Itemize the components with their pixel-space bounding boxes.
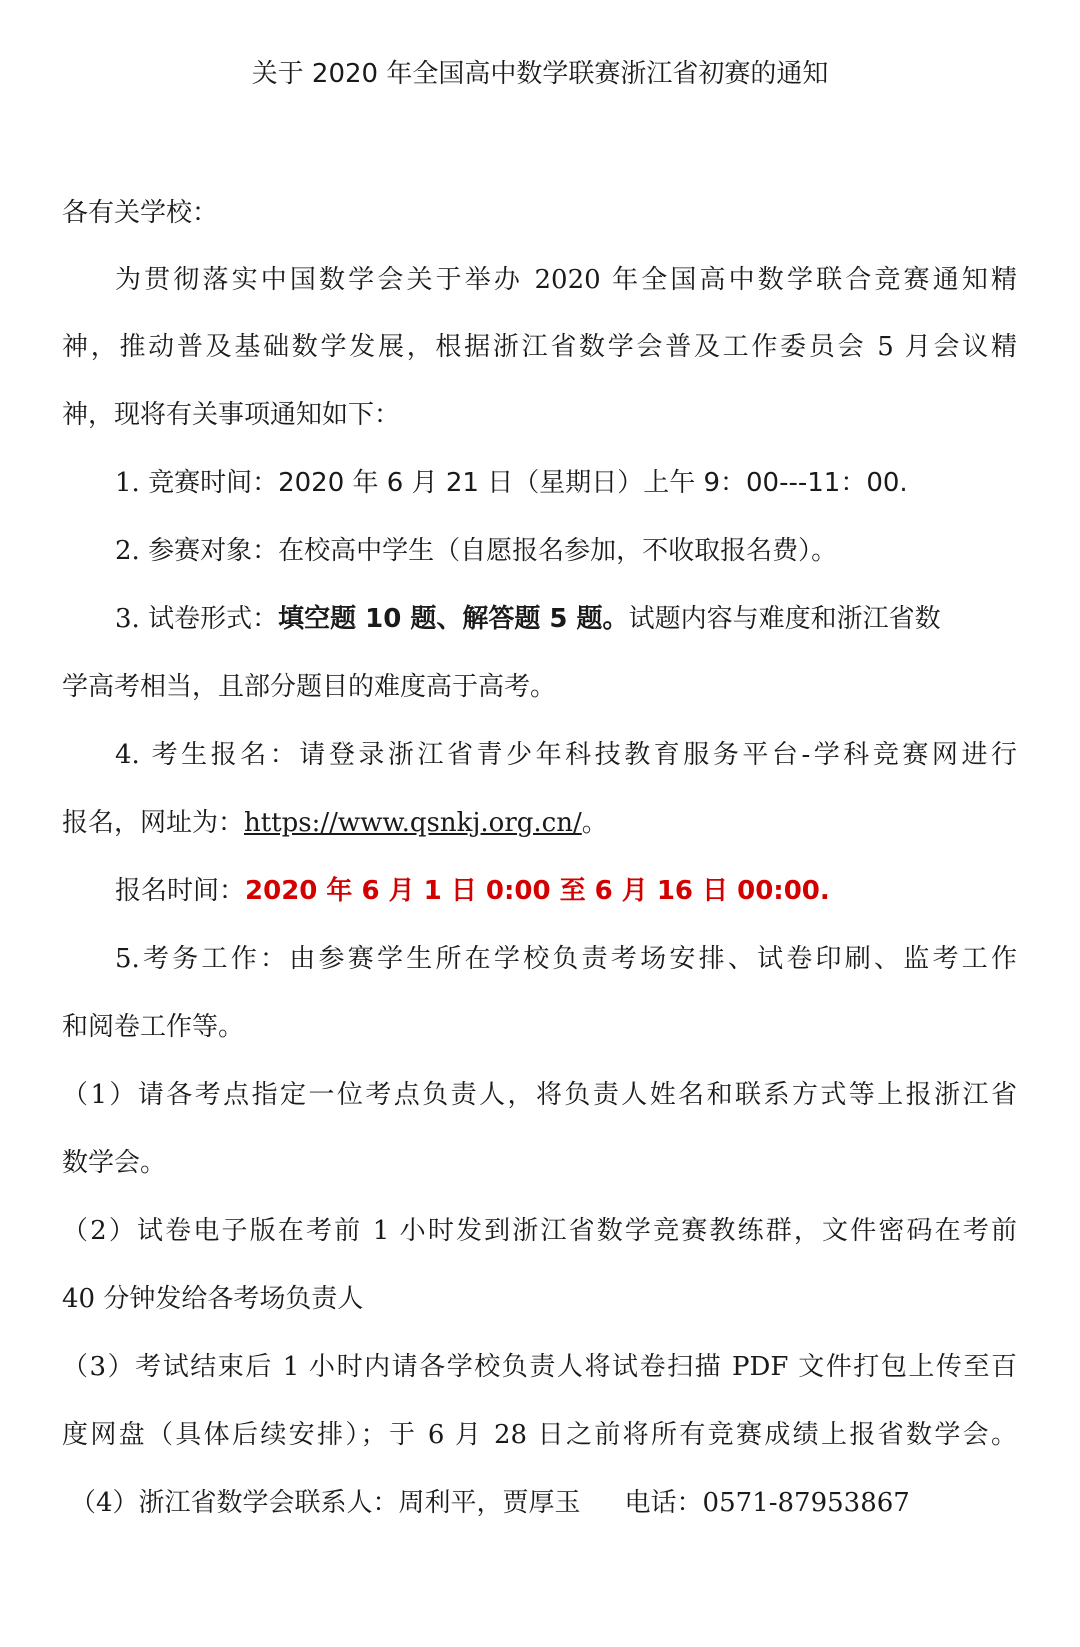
item-4-prefix: 报名，网址为：: [62, 808, 245, 838]
item-4-line-1: 4. 考生报名：请登录浙江省青少年科技教育服务平台-学科竞赛网进行: [115, 740, 1017, 770]
notice-title: 关于 2020 年全国高中数学联赛浙江省初赛的通知: [251, 59, 829, 89]
intro-line-1: 为贯彻落实中国数学会关于举办 2020 年全国高中数学联合竞赛通知精: [115, 265, 1017, 295]
item-1-label: 1. 竞赛时间：: [115, 468, 279, 498]
registration-url-link[interactable]: https://www.qsnkj.org.cn/: [244, 808, 582, 838]
sub-1-line-2: 数学会。: [62, 1148, 167, 1178]
intro-line-2: 神，推动普及基础数学发展，根据浙江省数学会普及工作委员会 5 月会议精: [62, 332, 1017, 362]
sub-1-line-1: （1）请各考点指定一位考点负责人，将负责人姓名和联系方式等上报浙江省: [62, 1080, 1017, 1110]
registration-time-label: 报名时间：: [115, 876, 246, 906]
contact-persons: （4）浙江省数学会联系人：周利平，贾厚玉: [70, 1488, 581, 1518]
item-1: [115, 466, 908, 500]
item-3-line-2: 学高考相当，且部分题目的难度高于高考。: [62, 672, 557, 702]
intro-line-3: 神，现将有关事项通知如下：: [62, 400, 401, 430]
registration-time: [115, 874, 830, 908]
registration-time-value: 2020 年 6 月 1 日 0:00 至 6 月 16 日 00:00.: [245, 876, 830, 906]
item-3-label: 3. 试卷形式：: [115, 604, 279, 634]
item-4-line-2: [62, 806, 608, 840]
sub-3-line-2: 度网盘（具体后续安排）；于 6 月 28 日之前将所有竞赛成绩上报省数学会。: [62, 1420, 1017, 1450]
sub-2-line-1: （2）试卷电子版在考前 1 小时发到浙江省数学竞赛教练群，文件密码在考前: [62, 1216, 1017, 1246]
item-3-format-bold: 填空题 10 题、解答题 5 题。: [278, 604, 629, 634]
item-1-value: 2020 年 6 月 21 日（星期日）上午 9：00---11：00.: [278, 468, 908, 498]
item-4-suffix: 。: [581, 808, 608, 838]
sub-4: [70, 1486, 910, 1520]
item-3: [115, 602, 941, 636]
item-2: 2. 参赛对象：在校高中学生（自愿报名参加，不收取报名费）。: [115, 536, 838, 566]
sub-2-line-2: 40 分钟发给各考场负责人: [62, 1284, 364, 1314]
contact-phone: 电话：0571-87953867: [624, 1488, 910, 1518]
item-5-line-2: 和阅卷工作等。: [62, 1012, 245, 1042]
salutation: 各有关学校：: [62, 198, 219, 228]
item-3-rest: 试题内容与难度和浙江省数: [628, 604, 941, 634]
sub-3-line-1: （3）考试结束后 1 小时内请各学校负责人将试卷扫描 PDF 文件打包上传至百: [62, 1352, 1017, 1382]
item-5-line-1: 5.考务工作：由参赛学生所在学校负责考场安排、试卷印刷、监考工作: [115, 944, 1017, 974]
